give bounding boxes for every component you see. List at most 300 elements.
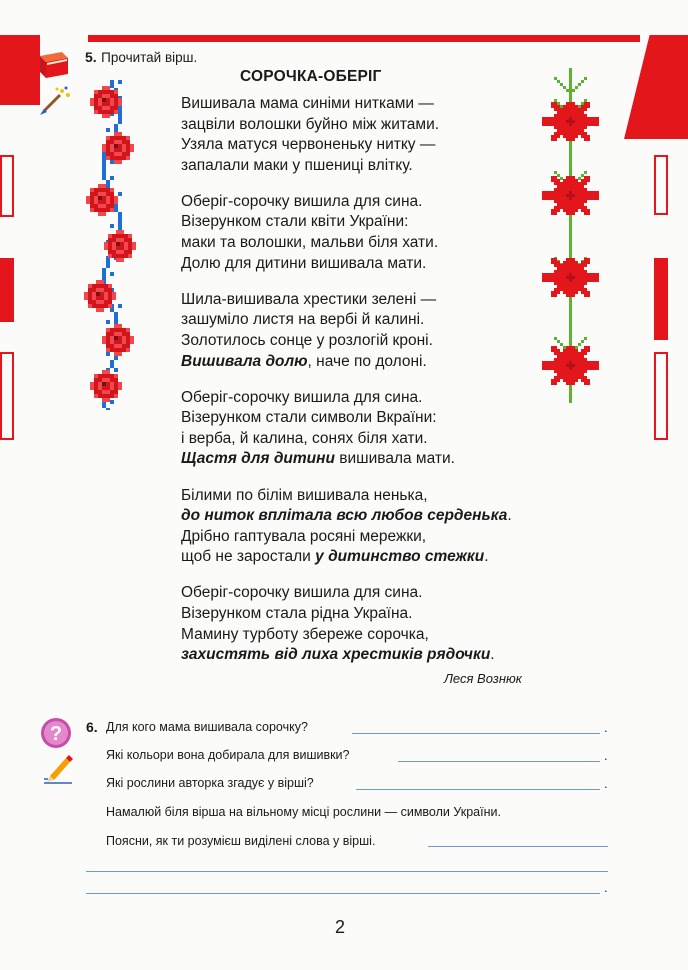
- flower-stitch: [581, 200, 584, 203]
- rose-stitch: [126, 332, 130, 336]
- rose-stitch: [116, 246, 120, 250]
- flower-stitch: [566, 352, 569, 355]
- rose-stitch: [92, 296, 96, 300]
- flower-stitch: [581, 114, 584, 117]
- stem-stitch: [569, 236, 572, 239]
- rose-stitch: [98, 374, 102, 378]
- rose-stitch: [100, 296, 104, 300]
- poem-line: [181, 135, 512, 156]
- flower-stitch: [557, 108, 560, 111]
- rose-stitch: [106, 136, 110, 140]
- rose-stitch: [88, 296, 92, 300]
- flower-stitch: [563, 285, 566, 288]
- poem-text: Долю для дитини вишивала мати.: [181, 254, 427, 272]
- flower-stitch: [557, 179, 560, 182]
- flower-stitch: [566, 111, 569, 114]
- rose-stitch: [110, 144, 114, 148]
- leaf-stitch: [569, 92, 572, 95]
- flower-stitch: [590, 117, 593, 120]
- flower-stitch: [557, 273, 560, 276]
- rose-stitch: [118, 144, 122, 148]
- stem-stitch: [569, 152, 572, 155]
- flower-stitch: [578, 264, 581, 267]
- rose-stitch: [120, 246, 124, 250]
- flower-stitch: [563, 267, 566, 270]
- flower-stitch: [584, 361, 587, 364]
- stem-stitch: [569, 89, 572, 92]
- rose-stitch: [114, 140, 118, 144]
- answer-line-1[interactable]: [352, 733, 600, 734]
- poem-line: [181, 449, 512, 470]
- flower-stitch: [590, 191, 593, 194]
- flower-stitch: [551, 276, 554, 279]
- flower-stitch: [575, 261, 578, 264]
- leaf-stitch: [581, 340, 584, 343]
- rose-stitch: [98, 390, 102, 394]
- rose-stitch: [132, 242, 136, 246]
- leaf-stitch: [106, 352, 110, 356]
- flower-stitch: [581, 209, 584, 212]
- rose-stitch: [120, 230, 124, 234]
- leaf-stitch: [554, 171, 557, 174]
- flower-stitch: [566, 355, 569, 358]
- flower-stitch: [581, 361, 584, 364]
- rose-stitch: [108, 250, 112, 254]
- flower-stitch: [587, 361, 590, 364]
- flower-stitch: [581, 261, 584, 264]
- flower-stitch: [569, 102, 572, 105]
- flower-stitch: [569, 185, 572, 188]
- rose-stitch: [106, 390, 110, 394]
- answer-line-3[interactable]: [356, 789, 600, 790]
- flower-stitch: [569, 364, 572, 367]
- stem-stitch: [569, 155, 572, 158]
- flower-stitch: [563, 185, 566, 188]
- flower-stitch: [587, 294, 590, 297]
- flower-stitch: [563, 117, 566, 120]
- flower-stitch: [584, 349, 587, 352]
- rose-stitch: [124, 246, 128, 250]
- flower-stitch: [554, 367, 557, 370]
- flower-stitch: [584, 117, 587, 120]
- flower-stitch: [563, 188, 566, 191]
- rose-stitch: [100, 288, 104, 292]
- flower-stitch: [560, 197, 563, 200]
- rose-stitch: [104, 300, 108, 304]
- flower-stitch: [578, 194, 581, 197]
- rose-stitch: [100, 308, 104, 312]
- poem-text: зацвіли волошки буйно між житами.: [181, 115, 440, 133]
- answer-line-7[interactable]: [86, 893, 600, 894]
- flower-stitch: [578, 276, 581, 279]
- stem-stitch: [118, 112, 122, 116]
- flower-stitch: [593, 117, 596, 120]
- flower-stitch: [566, 267, 569, 270]
- rose-stitch: [88, 300, 92, 304]
- rose-stitch: [106, 114, 110, 118]
- flower-stitch: [560, 270, 563, 273]
- stem-stitch: [569, 341, 572, 344]
- flower-stitch: [566, 120, 569, 123]
- rose-stitch: [106, 328, 110, 332]
- rose-stitch: [114, 132, 118, 136]
- poem-text: Білими по білім вишивала ненька,: [181, 486, 428, 504]
- rose-stitch: [128, 234, 132, 238]
- flower-stitch: [542, 276, 545, 279]
- stanza-gap: [181, 372, 512, 388]
- flower-stitch: [554, 270, 557, 273]
- flower-stitch: [569, 270, 572, 273]
- flower-stitch: [587, 279, 590, 282]
- flower-stitch: [581, 288, 584, 291]
- poem-line: [181, 310, 512, 331]
- stem-stitch: [118, 108, 122, 112]
- flower-stitch: [560, 355, 563, 358]
- flower-stitch: [590, 273, 593, 276]
- flower-stitch: [584, 123, 587, 126]
- flower-stitch: [569, 182, 572, 185]
- flower-stitch: [572, 209, 575, 212]
- flower-stitch: [551, 102, 554, 105]
- flower-stitch: [566, 282, 569, 285]
- rose-stitch: [110, 208, 114, 212]
- flower-stitch: [572, 126, 575, 129]
- flower-stitch: [584, 346, 587, 349]
- flower-stitch: [584, 352, 587, 355]
- rose-stitch: [102, 212, 106, 216]
- stem-stitch: [569, 77, 572, 80]
- flower-stitch: [566, 346, 569, 349]
- rose-stitch: [102, 204, 106, 208]
- flower-stitch: [578, 203, 581, 206]
- flower-stitch: [563, 352, 566, 355]
- flower-stitch: [575, 209, 578, 212]
- flower-stitch: [560, 182, 563, 185]
- poem-text: Золотилось сонце у розлогій кроні.: [181, 331, 433, 349]
- flower-stitch: [557, 203, 560, 206]
- flower-stitch: [551, 176, 554, 179]
- left-side-frame-2: [0, 352, 14, 440]
- rose-stitch: [100, 280, 104, 284]
- flower-stitch: [593, 361, 596, 364]
- flower-stitch: [587, 176, 590, 179]
- leaf-stitch: [557, 174, 560, 177]
- flower-stitch: [584, 294, 587, 297]
- flower-stitch: [584, 114, 587, 117]
- flower-stitch: [557, 132, 560, 135]
- flower-stitch: [572, 270, 575, 273]
- flower-stitch: [554, 197, 557, 200]
- flower-stitch: [575, 373, 578, 376]
- poem-line: [181, 156, 512, 177]
- flower-stitch: [575, 291, 578, 294]
- rose-center-stitch: [96, 292, 100, 296]
- flower-stitch: [560, 264, 563, 267]
- flower-stitch: [575, 206, 578, 209]
- rose-stitch: [98, 200, 102, 204]
- stem-stitch: [102, 152, 106, 156]
- flower-stitch: [551, 273, 554, 276]
- rose-stitch: [118, 136, 122, 140]
- rose-stitch: [90, 98, 94, 102]
- stem-stitch: [569, 161, 572, 164]
- flower-stitch: [545, 273, 548, 276]
- flower-stitch: [563, 206, 566, 209]
- rose-stitch: [114, 110, 118, 114]
- flower-stitch: [581, 279, 584, 282]
- rose-stitch: [114, 394, 118, 398]
- stem-stitch: [118, 224, 122, 228]
- flower-stitch: [575, 114, 578, 117]
- stem-stitch: [569, 398, 572, 401]
- answer-period-2: .: [604, 748, 608, 763]
- rose-stitch: [110, 378, 114, 382]
- flower-stitch: [563, 114, 566, 117]
- flower-stitch: [569, 200, 572, 203]
- flower-stitch: [596, 279, 599, 282]
- flower-stitch: [554, 138, 557, 141]
- flower-stitch: [593, 191, 596, 194]
- flower-stitch: [545, 123, 548, 126]
- rose-stitch: [98, 386, 102, 390]
- flower-stitch: [569, 191, 572, 194]
- leaf-stitch: [566, 89, 569, 92]
- poem-line: [181, 254, 512, 275]
- flower-stitch: [545, 279, 548, 282]
- rose-stitch: [126, 336, 130, 340]
- rose-stitch: [128, 238, 132, 242]
- stem-stitch: [569, 239, 572, 242]
- rose-stitch: [98, 106, 102, 110]
- rose-stitch: [114, 390, 118, 394]
- flower-stitch: [557, 355, 560, 358]
- flower-stitch: [581, 132, 584, 135]
- flower-stitch: [584, 261, 587, 264]
- flower-stitch: [548, 194, 551, 197]
- flower-stitch: [575, 285, 578, 288]
- leaf-stitch: [554, 99, 557, 102]
- rose-stitch: [118, 382, 122, 386]
- flower-stitch: [575, 203, 578, 206]
- rose-stitch: [130, 336, 134, 340]
- flower-stitch: [566, 370, 569, 373]
- rose-stitch: [104, 284, 108, 288]
- flower-stitch: [581, 129, 584, 132]
- answer-line-6[interactable]: [86, 871, 608, 872]
- flower-stitch: [572, 358, 575, 361]
- rose-stitch: [90, 386, 94, 390]
- answer-line-2[interactable]: [398, 761, 600, 762]
- stem-stitch: [569, 230, 572, 233]
- flower-stitch: [542, 273, 545, 276]
- task-5-instruction: Прочитай вірш.: [101, 50, 198, 65]
- rose-stitch: [110, 386, 114, 390]
- flower-stitch: [563, 273, 566, 276]
- flower-stitch: [575, 264, 578, 267]
- flower-stitch: [572, 197, 575, 200]
- flower-stitch: [587, 197, 590, 200]
- flower-stitch: [551, 294, 554, 297]
- rose-stitch: [98, 90, 102, 94]
- rose-stitch: [106, 106, 110, 110]
- rose-stitch: [106, 140, 110, 144]
- flower-stitch: [554, 114, 557, 117]
- flower-stitch: [581, 120, 584, 123]
- highlighted-words: до ниток вплітала всю любов серденька: [181, 507, 508, 525]
- flower-stitch: [563, 361, 566, 364]
- flower-stitch: [563, 370, 566, 373]
- flower-stitch: [575, 105, 578, 108]
- flower-stitch: [575, 108, 578, 111]
- flower-stitch: [575, 123, 578, 126]
- flower-stitch: [554, 382, 557, 385]
- flower-stitch: [572, 191, 575, 194]
- flower-stitch: [557, 349, 560, 352]
- stem-stitch: [569, 251, 572, 254]
- rose-stitch: [120, 250, 124, 254]
- flower-stitch: [569, 105, 572, 108]
- rose-stitch: [112, 250, 116, 254]
- flower-stitch: [575, 358, 578, 361]
- rose-stitch: [126, 328, 130, 332]
- leaf-stitch: [578, 177, 581, 180]
- flower-stitch: [554, 264, 557, 267]
- flower-stitch: [578, 120, 581, 123]
- rose-stitch: [98, 208, 102, 212]
- flower-stitch: [566, 105, 569, 108]
- flower-stitch: [575, 367, 578, 370]
- stem-stitch: [102, 176, 106, 180]
- stem-stitch: [569, 242, 572, 245]
- flower-stitch: [551, 346, 554, 349]
- flower-stitch: [560, 206, 563, 209]
- stem-stitch: [114, 356, 118, 360]
- flower-stitch: [581, 197, 584, 200]
- flower-stitch: [587, 276, 590, 279]
- rose-stitch: [114, 348, 118, 352]
- left-side-block: [0, 258, 14, 322]
- flower-stitch: [554, 379, 557, 382]
- flower-stitch: [566, 358, 569, 361]
- answer-line-5[interactable]: [428, 846, 608, 847]
- flower-stitch: [557, 105, 560, 108]
- rose-stitch: [102, 110, 106, 114]
- flower-stitch: [578, 373, 581, 376]
- rose-stitch: [114, 136, 118, 140]
- flower-stitch: [560, 129, 563, 132]
- stem-stitch: [569, 401, 572, 403]
- flower-stitch: [557, 282, 560, 285]
- leaf-stitch: [554, 77, 557, 80]
- flower-stitch: [554, 346, 557, 349]
- rose-stitch: [112, 296, 116, 300]
- rose-stitch: [94, 192, 98, 196]
- stem-stitch: [110, 80, 114, 84]
- rose-stitch: [88, 284, 92, 288]
- flower-stitch: [566, 123, 569, 126]
- rose-stitch: [116, 230, 120, 234]
- rose-stitch: [100, 292, 104, 296]
- rose-stitch: [120, 238, 124, 242]
- flower-stitch: [581, 358, 584, 361]
- rose-stitch: [122, 156, 126, 160]
- rose-stitch: [106, 110, 110, 114]
- flower-stitch: [563, 288, 566, 291]
- flower-stitch: [584, 200, 587, 203]
- rose-stitch: [108, 238, 112, 242]
- flower-stitch: [545, 191, 548, 194]
- rose-stitch: [114, 106, 118, 110]
- flower-stitch: [557, 117, 560, 120]
- rose-stitch: [102, 114, 106, 118]
- rose-stitch: [102, 374, 106, 378]
- flower-stitch: [572, 206, 575, 209]
- flower-stitch: [569, 212, 572, 215]
- flower-stitch: [572, 185, 575, 188]
- task-5-number: 5.: [85, 49, 97, 65]
- flower-stitch: [557, 276, 560, 279]
- rose-stitch: [90, 196, 94, 200]
- flower-stitch: [578, 370, 581, 373]
- flower-stitch: [554, 135, 557, 138]
- flower-stitch: [581, 376, 584, 379]
- flower-stitch: [566, 379, 569, 382]
- rose-stitch: [108, 284, 112, 288]
- stem-stitch: [569, 173, 572, 176]
- flower-stitch: [560, 373, 563, 376]
- rose-stitch: [98, 212, 102, 216]
- rose-stitch: [128, 254, 132, 258]
- flower-stitch: [575, 132, 578, 135]
- flower-stitch: [584, 138, 587, 141]
- stem-stitch: [569, 83, 572, 86]
- flower-stitch: [581, 373, 584, 376]
- stem-stitch: [102, 404, 106, 408]
- flower-stitch: [569, 367, 572, 370]
- flower-stitch: [563, 132, 566, 135]
- flower-stitch: [584, 108, 587, 111]
- rose-stitch: [122, 332, 126, 336]
- rose-stitch: [106, 208, 110, 212]
- flower-stitch: [584, 379, 587, 382]
- flower-stitch: [554, 105, 557, 108]
- flower-stitch: [557, 358, 560, 361]
- rose-stitch: [92, 288, 96, 292]
- flower-stitch: [557, 352, 560, 355]
- flower-stitch: [569, 282, 572, 285]
- stem-stitch: [102, 156, 106, 160]
- rose-stitch: [118, 344, 122, 348]
- flower-stitch: [551, 138, 554, 141]
- answer-period-1: .: [604, 720, 608, 735]
- flower-stitch: [578, 111, 581, 114]
- stem-stitch: [102, 268, 106, 272]
- rose-stitch: [118, 386, 122, 390]
- flower-stitch: [581, 273, 584, 276]
- rose-stitch: [94, 200, 98, 204]
- flower-stitch: [569, 291, 572, 294]
- flower-stitch: [572, 346, 575, 349]
- poem-text: щоб не заростали: [181, 548, 316, 566]
- leaf-stitch: [110, 224, 114, 228]
- poem-text: зашуміло листя на вербі й калині.: [181, 311, 425, 329]
- rose-stitch: [110, 336, 114, 340]
- stem-stitch: [102, 276, 106, 280]
- flower-stitch: [569, 267, 572, 270]
- flower-stitch: [584, 258, 587, 261]
- stem-stitch: [569, 218, 572, 221]
- flower-stitch: [572, 370, 575, 373]
